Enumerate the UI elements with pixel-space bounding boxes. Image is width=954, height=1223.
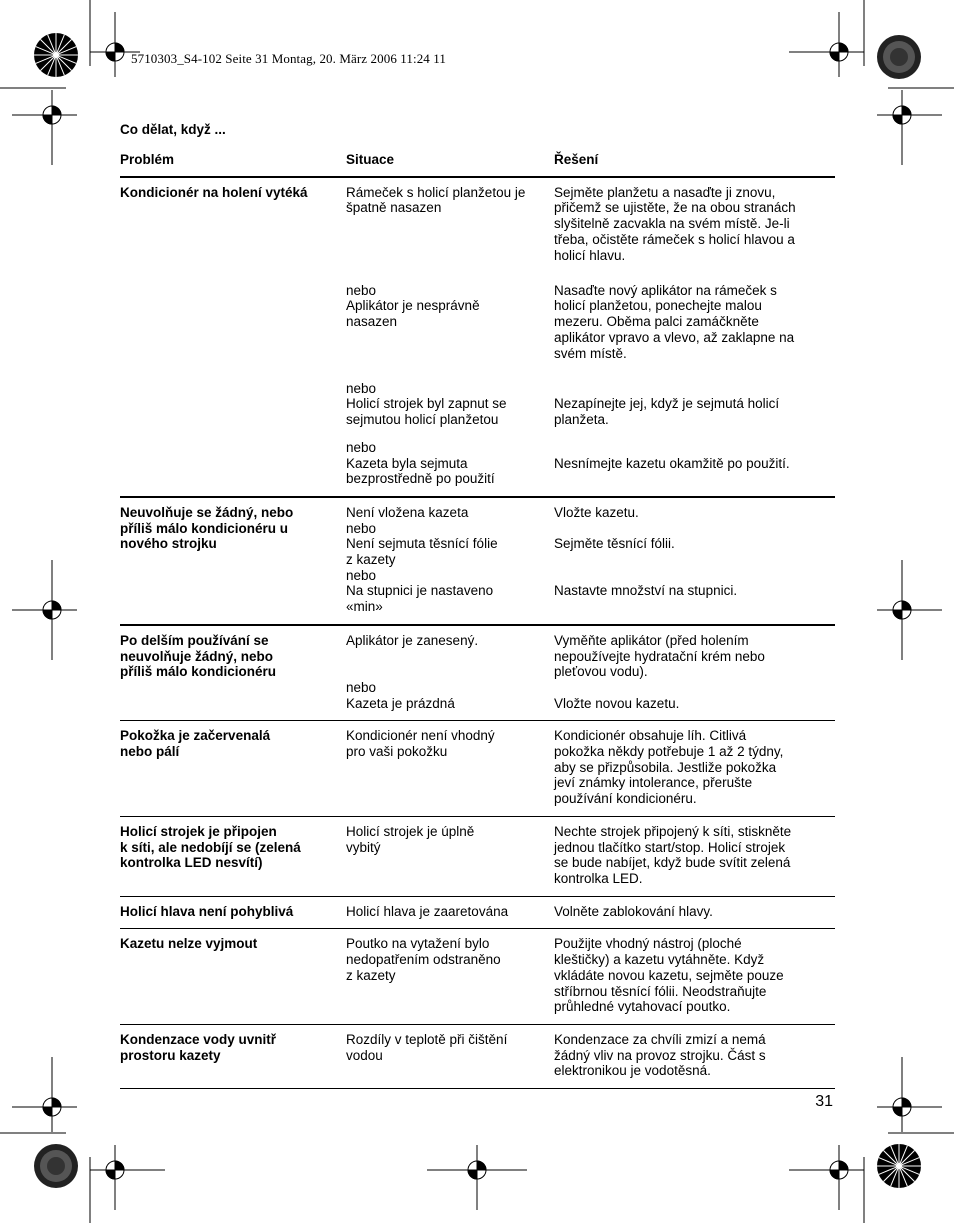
problem-cell: [120, 1024, 346, 1088]
solution-cell: [554, 625, 835, 721]
problem-text: Kazetu nelze vyjmout: [120, 936, 258, 952]
problem-text: Po delším používání se neuvolňuje žádný, nebo příliš málo kondicionéru: [120, 632, 277, 680]
problem-cell: [120, 177, 346, 497]
solution-cell: [554, 896, 835, 929]
situation-text: Kondicionér není vhodný pro vaši pokožku: [346, 728, 495, 760]
situation-cell: [346, 721, 554, 817]
table-row: [120, 1024, 835, 1088]
column-header-situation: Situace: [346, 145, 554, 177]
situation-text: Holicí hlava je zaaretována: [346, 903, 509, 919]
solution-cell: [554, 929, 835, 1025]
problem-cell: [120, 721, 346, 817]
situation-text: Aplikátor je zanesený. nebo Kazeta je prázdná: [346, 632, 479, 711]
problem-text: Holicí strojek je připojen k síti, ale nedobíjí se (zelená kontrolka LED nesvítí): [120, 823, 301, 871]
solution-cell: [554, 177, 835, 497]
situation-cell: [346, 177, 554, 497]
solution-text: Sejměte planžetu a nasaďte ji znovu, přičemž se ujistěte, že na obou stranách slyšitelně zacvakla na svém místě. Je-li třeba, očistěte rámeček s holicí hlavou a holicí hlavu.: [554, 184, 796, 263]
solution-text: Kondicionér obsahuje líh. Citlivá pokožka někdy potřebuje 1 až 2 týdny, aby se přizpůsobila. Jestliže pokožka jeví známky intolerance, přerušte používání kondicionéru.: [554, 728, 784, 807]
problem-cell: [120, 816, 346, 896]
situation-cell: [346, 625, 554, 721]
situation-cell: [346, 1024, 554, 1088]
solution-text: Kondenzace za chvíli zmizí a nemá žádný vliv na provoz strojku. Část s elektronikou je vodotěsná.: [554, 1031, 766, 1079]
problem-cell: [120, 497, 346, 625]
solution-text: Nezapínejte jej, když je sejmutá holicí planžeta.: [554, 396, 780, 428]
problem-cell: [120, 896, 346, 929]
table-header-row: [120, 145, 835, 177]
column-header-problem: Problém: [120, 145, 346, 177]
situation-text: nebo Kazeta byla sejmuta bezprostředně po použití: [346, 439, 495, 487]
solution-text: Vložte kazetu. Sejměte těsnící fólii. Nastavte množství na stupnici.: [554, 504, 738, 599]
table-row: [120, 625, 835, 721]
solution-text: Vyměňte aplikátor (před holením nepoužívejte hydratační krém nebo pleťovou vodu). Vložte novou kazetu.: [554, 632, 765, 711]
solution-cell: [554, 1024, 835, 1088]
situation-cell: [346, 816, 554, 896]
troubleshooting-table: [120, 145, 835, 1089]
situation-text: Poutko na vytažení bylo nedopatřením odstraněno z kazety: [346, 936, 501, 983]
situation-cell: [346, 929, 554, 1025]
table-row: [120, 497, 835, 625]
problem-text: Kondicionér na holení vytéká: [120, 184, 308, 200]
solution-text: Použijte vhodný nástroj (ploché kleštičky) a kazetu vytáhněte. Když vkládáte novou kazetu, sejměte pouze stříbrnou těsnící fólii. Neodstraňujte průhledné vytahovací poutko.: [554, 936, 784, 1015]
page-heading: Co dělat, když ...: [120, 122, 226, 137]
situation-text: Holicí strojek je úplně vybitý: [346, 823, 475, 855]
solution-cell: [554, 816, 835, 896]
situation-text: Rozdíly v teplotě při čištění vodou: [346, 1031, 508, 1063]
solution-text: Nesnímejte kazetu okamžitě po použití.: [554, 455, 790, 471]
problem-text: Neuvolňuje se žádný, nebo příliš málo kondicionéru u nového strojku: [120, 504, 294, 552]
problem-cell: [120, 625, 346, 721]
table-row: [120, 816, 835, 896]
problem-cell: [120, 929, 346, 1025]
situation-cell: [346, 896, 554, 929]
situation-text: Rámeček s holicí planžetou je špatně nasazen: [346, 184, 526, 216]
table-row: [120, 721, 835, 817]
solution-text: Nechte strojek připojený k síti, stiskněte jednou tlačítko start/stop. Holicí strojek se bude nabíjet, když bude svítit zelená kontrolka LED.: [554, 823, 792, 886]
situation-text: nebo Aplikátor je nesprávně nasazen: [346, 282, 480, 330]
solution-cell: [554, 721, 835, 817]
solution-cell: [554, 497, 835, 625]
page-number: 31: [815, 1093, 833, 1110]
table-row: [120, 896, 835, 929]
solution-text: Nasaďte nový aplikátor na rámeček s holicí planžetou, ponechejte malou mezeru. Oběma palci zamáčkněte aplikátor vpravo a vlevo, až zaklapne na svém místě.: [554, 282, 795, 361]
table-row: [120, 929, 835, 1025]
problem-text: Kondenzace vody uvnitř prostoru kazety: [120, 1031, 277, 1063]
column-header-solution: Řešení: [554, 145, 835, 177]
problem-text: Pokožka je začervenalá nebo pálí: [120, 728, 271, 760]
solution-text: Volněte zablokování hlavy.: [554, 903, 713, 919]
situation-cell: [346, 497, 554, 625]
situation-text: Není vložena kazeta nebo Není sejmuta těsnící fólie z kazety nebo Na stupnici je nastaveno «min»: [346, 504, 498, 615]
print-header: 5710303_S4-102 Seite 31 Montag, 20. März 2006 11:24 11: [131, 51, 446, 66]
situation-text: nebo Holicí strojek byl zapnut se sejmutou holicí planžetou: [346, 380, 507, 428]
table-row: [120, 177, 835, 497]
problem-text: Holicí hlava není pohyblivá: [120, 903, 294, 919]
